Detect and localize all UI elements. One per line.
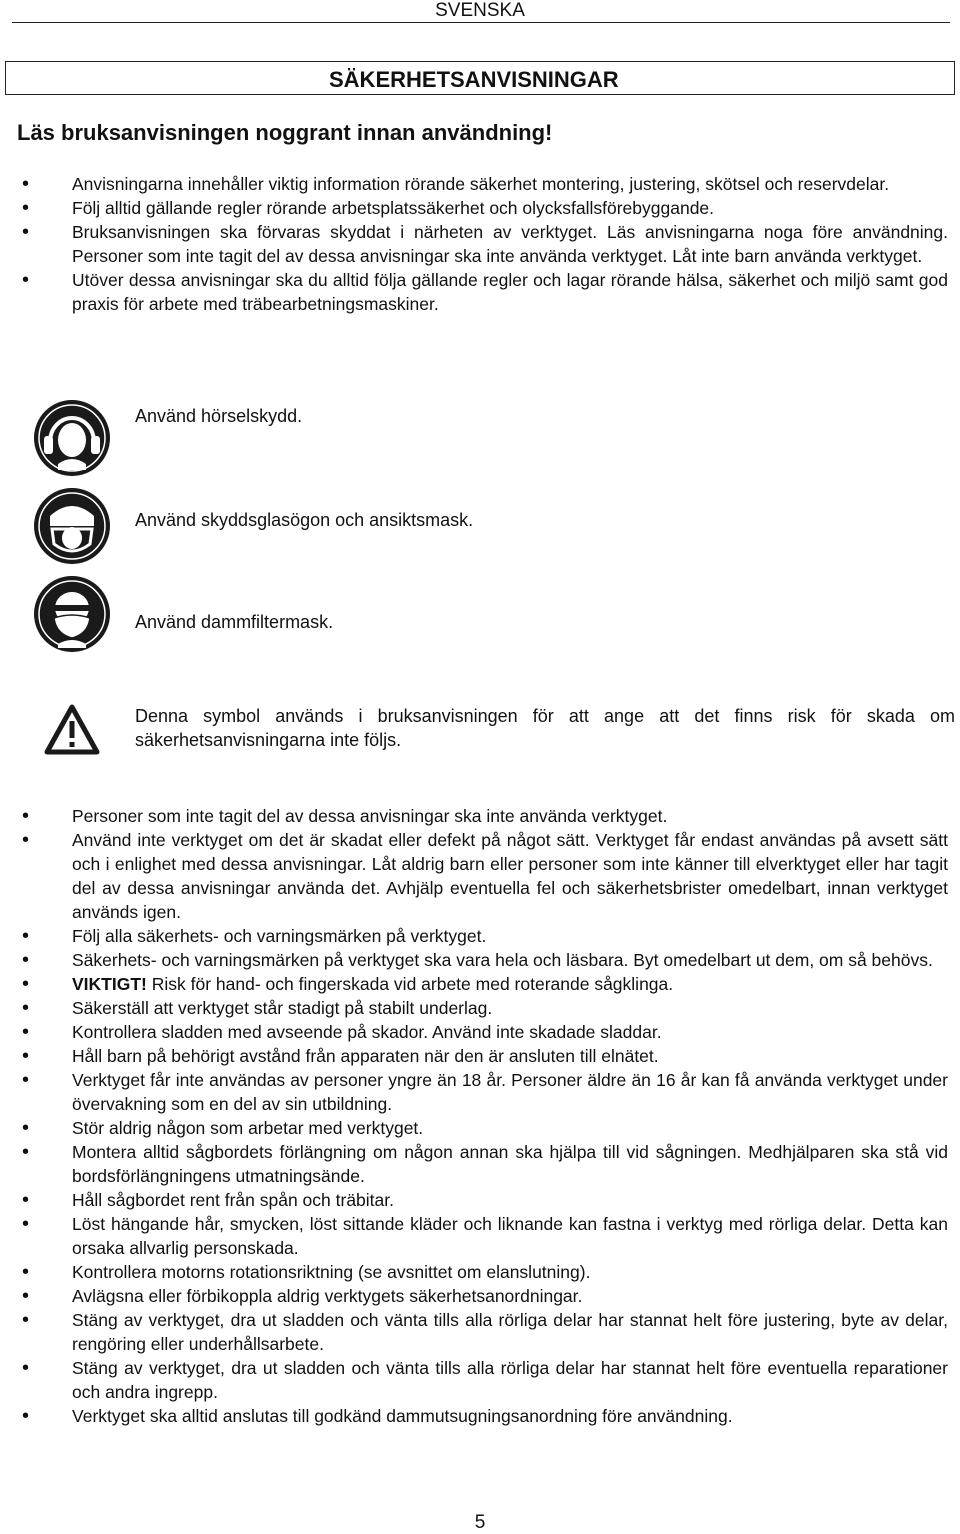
important-label: VIKTIGT! bbox=[72, 974, 147, 994]
safety-rule-item bbox=[0, 1020, 960, 1044]
safety-rule-text: Stäng av verktyget, dra ut sladden och vänta tills alla rörliga delar har stannat helt före eventuella reparationer och andra ingrepp. bbox=[72, 1358, 948, 1402]
safety-rules-list bbox=[0, 804, 960, 1428]
safety-rule-text: Risk för hand- och fingerskada vid arbete med roterande sågklinga. bbox=[146, 974, 674, 994]
warning-triangle-icon bbox=[44, 704, 100, 761]
header-language: SVENSKA bbox=[435, 0, 525, 21]
safety-rule-item bbox=[0, 1212, 960, 1260]
safety-rule-text: Använd inte verktyget om det är skadat eller defekt på något sätt. Verktyget får endast användas på avsett sätt och i enlighet med dessa anvisningar. Låt aldrig barn eller personer som inte känner till elverktyget eller har tagit del av dessa anvisningar använda det. Avhjälp eventuella fel och säkerhetsbrister omedelbart, innan verktyget används igen. bbox=[72, 830, 948, 922]
safety-rule-item bbox=[0, 1140, 960, 1188]
face-shield-text: Använd skyddsglasögon och ansiktsmask. bbox=[135, 510, 474, 530]
safety-rule-text: Avlägsna eller förbikoppla aldrig verktygets säkerhetsanordningar. bbox=[72, 1286, 583, 1306]
safety-rule-text: Personer som inte tagit del av dessa anvisningar ska inte använda verktyget. bbox=[72, 806, 668, 826]
safety-rule-item bbox=[0, 996, 960, 1020]
warning-explanation: Denna symbol används i bruksanvisningen för att ange att det finns risk för skada om säkerhetsanvisningarna inte följs. bbox=[135, 706, 955, 750]
intro-item: • Följ alltid gällande regler rörande arbetsplatssäkerhet och olycksfallsförebyggande. bbox=[0, 196, 960, 220]
safety-rule-text: Säkerhets- och varningsmärken på verktyget ska vara hela och läsbara. Byt omedelbart ut dem, om så behövs. bbox=[72, 950, 933, 970]
intro-item: • Utöver dessa anvisningar ska du alltid följa gällande regler och lagar rörande hälsa, säkerhet och miljö samt god praxis för arbete med träbearbetningsmaskiner. bbox=[0, 268, 960, 316]
dust-mask-icon bbox=[32, 574, 112, 659]
section-title-box bbox=[5, 61, 955, 95]
safety-rule-text: Kontrollera motorns rotationsriktning (se avsnittet om elanslutning). bbox=[72, 1262, 591, 1282]
safety-rule-item bbox=[0, 1188, 960, 1212]
safety-rule-text: Stäng av verktyget, dra ut sladden och vänta tills alla rörliga delar har stannat helt före justering, byte av delar, rengöring eller underhållsarbete. bbox=[72, 1310, 948, 1354]
safety-rule-item bbox=[0, 1260, 960, 1284]
safety-rule-text: Löst hängande hår, smycken, löst sittande kläder och liknande kan fastna i verktyg med rörliga delar. Detta kan orsaka allvarlig personskada. bbox=[72, 1214, 948, 1258]
safety-rule-item bbox=[0, 1116, 960, 1140]
safety-rule-text: Följ alla säkerhets- och varningsmärken på verktyget. bbox=[72, 926, 487, 946]
hearing-protection-text: Använd hörselskydd. bbox=[135, 406, 303, 426]
intro-item: • Bruksanvisningen ska förvaras skyddat i närheten av verktyget. Läs anvisningarna noga före användning. Personer som inte tagit del av dessa anvisningar ska inte använda verktyget. Låt inte barn använda verktyget. bbox=[0, 220, 960, 268]
intro-heading: Läs bruksanvisningen noggrant innan användning! bbox=[17, 120, 553, 145]
safety-rule-item bbox=[0, 1308, 960, 1356]
header-divider bbox=[12, 22, 950, 23]
safety-rule-item bbox=[0, 1044, 960, 1068]
safety-rule-text: Verktyget ska alltid anslutas till godkänd dammutsugningsanordning före användning. bbox=[72, 1406, 733, 1426]
safety-rule-text: Säkerställ att verktyget står stadigt på stabilt underlag. bbox=[72, 998, 493, 1018]
safety-rule-item bbox=[0, 804, 960, 828]
safety-rule-text: Verktyget får inte användas av personer yngre än 18 år. Personer äldre än 16 år kan få använda verktyget under övervakning som en del av sin utbildning. bbox=[72, 1070, 948, 1114]
dust-mask-text: Använd dammfiltermask. bbox=[135, 612, 334, 632]
safety-rule-text: Montera alltid sågbordets förlängning om någon annan ska hjälpa till vid sågningen. Medhjälparen ska stå vid bordsförlängningens utmatningsände. bbox=[72, 1142, 948, 1186]
safety-rule-item bbox=[0, 1068, 960, 1116]
safety-rule-item bbox=[0, 972, 960, 996]
page-number: 5 bbox=[474, 1512, 486, 1533]
section-title: SÄKERHETSANVISNINGAR bbox=[329, 67, 619, 92]
safety-rule-item bbox=[0, 948, 960, 972]
intro-list bbox=[0, 172, 960, 316]
face-shield-icon bbox=[32, 486, 112, 571]
safety-rule-item bbox=[0, 1356, 960, 1404]
safety-rule-item bbox=[0, 1404, 960, 1428]
safety-rule-item bbox=[0, 924, 960, 948]
safety-rule-text: Håll sågbordet rent från spån och träbitar. bbox=[72, 1190, 394, 1210]
safety-rule-text: Stör aldrig någon som arbetar med verktyget. bbox=[72, 1118, 424, 1138]
intro-item: • Anvisningarna innehåller viktig information rörande säkerhet montering, justering, skötsel och reservdelar. bbox=[0, 172, 960, 196]
safety-rule-text: Kontrollera sladden med avseende på skador. Använd inte skadade sladdar. bbox=[72, 1022, 662, 1042]
safety-rule-item bbox=[0, 828, 960, 924]
hearing-protection-icon bbox=[32, 398, 112, 483]
safety-rule-item bbox=[0, 1284, 960, 1308]
safety-rule-text: Håll barn på behörigt avstånd från apparaten när den är ansluten till elnätet. bbox=[72, 1046, 659, 1066]
